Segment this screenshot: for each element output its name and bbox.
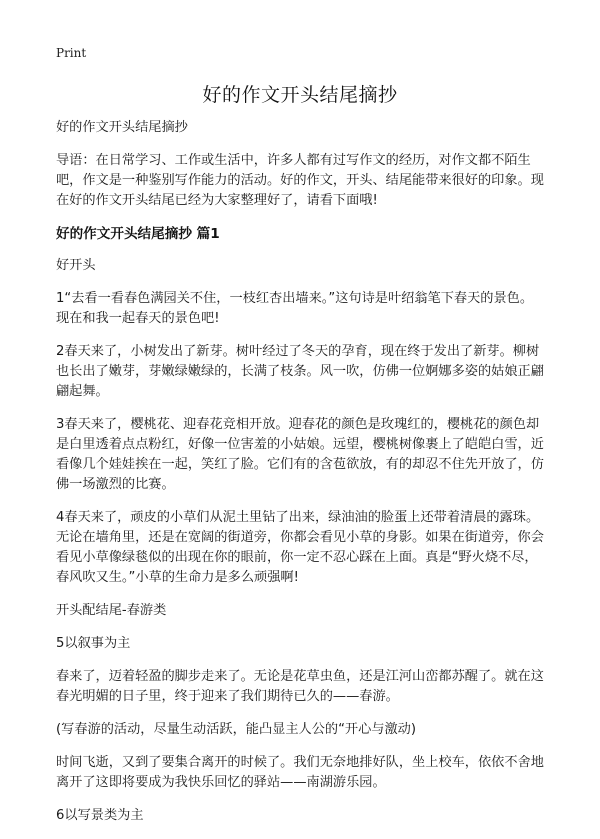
page-title: 好的作文开头结尾摘抄 [202, 84, 398, 106]
paragraph-6: 时间飞逝，又到了要集合离开的时候了。我们无奈地排好队，坐上校车，依依不舍地离开了这即将要成为我快乐回忆的驿站——南湖游乐园。 [56, 755, 544, 790]
subtitle: 好的作文开头结尾摘抄 [56, 120, 188, 135]
paragraph-3: 3春天来了，樱桃花、迎春花竞相开放。迎春花的颜色是玫瑰红的，樱桃花的颜色却是白里透着点点粉红，好像一位害羞的小姑娘。远望，樱桃树像裹上了皑皑白雪，近看像几个娃娃挨在一起，笑红了脸。它们有的含苞欲放，有的却忍不住先开放了，仿佛一场激烈的比赛。 [56, 417, 544, 492]
paragraph-5: 春来了，迈着轻盈的脚步走来了。无论是花草虫鱼，还是江河山峦都苏醒了。就在这春光明媚的日子里，终于迎来了我们期待已久的——春游。 [56, 669, 544, 704]
paragraph-4: 4春天来了，顽皮的小草们从泥土里钻了出来，绿油油的脸蛋上还带着清晨的露珠。无论在墙角里，还是在宽阔的街道旁，你都会看见小草的身影。如果在街道旁，你会看见小草像绿毯似的出现在你的眼前，你一定不忍心踩在上面。真是“野火烧不尽，春风吹又生。”小草的生命力是多么顽强啊! [56, 510, 544, 585]
sub-label-6: 6以写景类为主 [56, 808, 144, 823]
section-label: 好开头 [56, 258, 96, 273]
paragraph-1: 1“去看一看春色满园关不住，一枝红杏出墙来。”这句诗是叶绍翁笔下春天的景色。现在和我一起春天的景色吧! [56, 291, 534, 326]
section-heading: 好的作文开头结尾摘抄 篇1 [56, 226, 220, 242]
intro-paragraph: 导语：在日常学习、工作或生活中，许多人都有过写作文的经历，对作文都不陌生吧，作文是一种鉴别写作能力的活动。好的作文，开头、结尾能带来很好的印象。现在好的作文开头结尾已经为大家整理好了，请看下面哦! [56, 153, 544, 208]
article-body [56, 118, 546, 839]
paragraph-5-note: (写春游的活动，尽量生动活跃，能凸显主人公的“开心与激动) [56, 722, 416, 737]
paragraph-2: 2春天来了，小树发出了新芽。树叶经过了冬天的孕育，现在终于发出了新芽。柳树也长出了嫩芽，芽嫩绿嫩绿的，长满了枝条。风一吹，仿佛一位婀娜多姿的姑娘正翩翩起舞。 [56, 344, 544, 399]
section-label-2: 开头配结尾-春游类 [56, 603, 167, 618]
sub-label-5: 5以叙事为主 [56, 636, 131, 651]
print-link[interactable]: Print [56, 46, 87, 60]
